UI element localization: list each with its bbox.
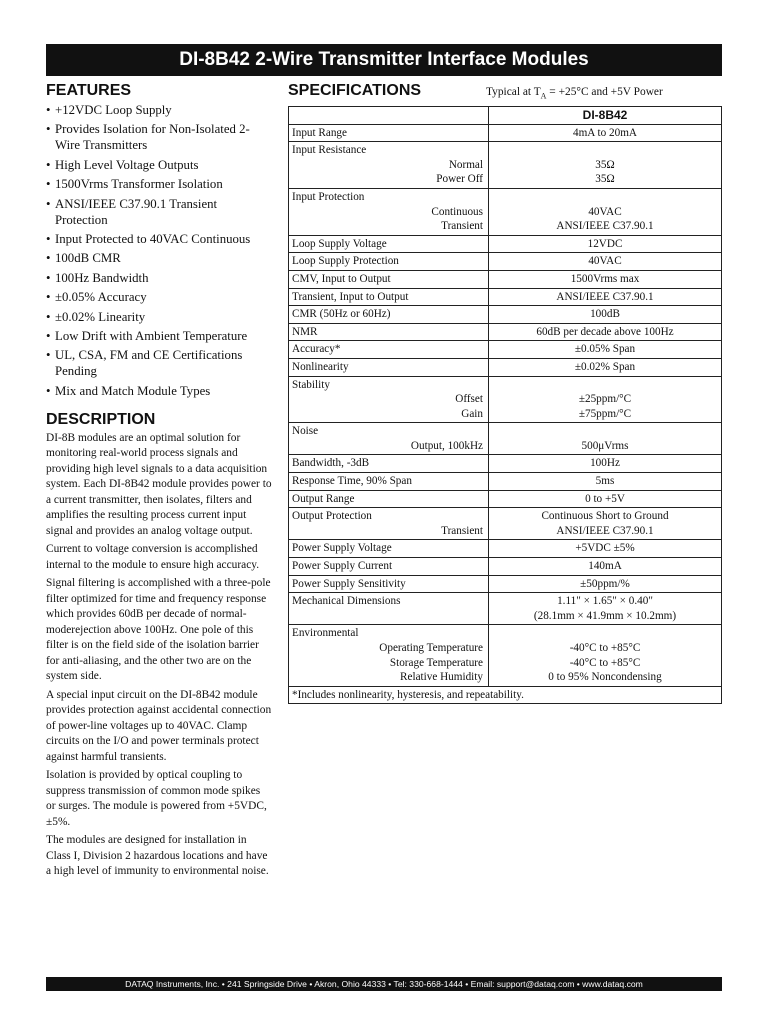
features-list [46, 102, 272, 399]
feature-item: • Input Protected to 40VAC Continuous [46, 231, 272, 247]
feature-item: • Low Drift with Ambient Temperature [46, 328, 272, 344]
param-cell: Nonlinearity [289, 358, 489, 376]
param-label: Input Protection [292, 190, 365, 203]
param-sublabel: Output, 100kHz [410, 439, 483, 452]
value-cell [489, 376, 722, 423]
param-cell: Input Range [289, 124, 489, 142]
specifications-heading: SPECIFICATIONS [288, 82, 422, 99]
value-line: ANSI/IEEE C37.90.1 [556, 220, 654, 233]
value-cell [489, 142, 722, 189]
table-row [289, 558, 722, 576]
param-cell [289, 142, 489, 189]
param-sublabel: Storage Temperature [389, 656, 483, 669]
description-paragraph: Signal filtering is accomplished with a three-pole filter optimized for time and frequency response which provides 60dB per decade of normal-moderejection above 100Hz. One pole of this filter is on the field side of the isolation barrier for anti-aliasing, and the other two are on the system side. [46, 577, 271, 683]
value-line: 0 to 95% Noncondensing [548, 671, 662, 684]
param-sublabel: Offset [455, 393, 483, 406]
feature-item: • ANSI/IEEE C37.90.1 Transient Protection [46, 196, 272, 228]
footer-bar: DATAQ Instruments, Inc. • 241 Springside Drive • Akron, Ohio 44333 • Tel: 330-668-1444 • Email: support@dataq.com • www.dataq.com [46, 977, 722, 991]
note-suffix: = +25°C and +5V Power [546, 86, 663, 98]
value-line: 40VAC [588, 205, 622, 218]
value-cell: ±50ppm/% [489, 575, 722, 593]
value-cell: ±0.02% Span [489, 358, 722, 376]
feature-item: • 1500Vrms Transformer Isolation [46, 176, 272, 192]
param-sublabel: Normal [448, 158, 483, 171]
feature-item: • Provides Isolation for Non-Isolated 2-Wire Transmitters [46, 121, 272, 153]
description-paragraph: Current to voltage conversion is accomplished internal to the module to ensure high accuracy. [46, 543, 260, 571]
param-label: Noise [292, 425, 319, 438]
value-line: 35Ω [595, 158, 615, 171]
param-cell: Power Supply Current [289, 558, 489, 576]
table-header-row [289, 107, 722, 125]
table-row [289, 575, 722, 593]
param-sublabel: Operating Temperature [379, 642, 483, 654]
table-row [289, 288, 722, 306]
feature-item: • High Level Voltage Outputs [46, 157, 272, 173]
specifications-header [288, 82, 724, 104]
param-sublabel: Transient [441, 524, 483, 537]
param-cell [289, 423, 489, 455]
param-sublabel: Gain [461, 407, 483, 420]
param-sublabel: Continuous [431, 205, 483, 218]
value-cell [489, 508, 722, 540]
value-line: -40°C to +85°C [569, 656, 641, 669]
value-cell: 40VAC [489, 253, 722, 271]
param-cell: NMR [289, 323, 489, 341]
column-header: DI-8B42 [489, 107, 722, 125]
param-cell: Transient, Input to Output [289, 288, 489, 306]
value-cell [489, 625, 722, 686]
param-cell: Loop Supply Protection [289, 253, 489, 271]
feature-item: • +12VDC Loop Supply [46, 102, 272, 118]
value-line: 1.11" × 1.65" × 0.40" [557, 595, 653, 608]
param-cell: Power Supply Sensitivity [289, 575, 489, 593]
param-label: Input Resistance [292, 144, 367, 157]
table-row [289, 540, 722, 558]
description-heading: DESCRIPTION [46, 410, 156, 428]
param-cell: Accuracy* [289, 341, 489, 359]
value-cell: ANSI/IEEE C37.90.1 [489, 288, 722, 306]
value-cell: 140mA [489, 558, 722, 576]
feature-item: • 100dB CMR [46, 250, 272, 266]
value-line: (28.1mm × 41.9mm × 10.2mm) [533, 609, 677, 622]
value-cell: ±0.05% Span [489, 341, 722, 359]
param-cell: Loop Supply Voltage [289, 235, 489, 253]
param-sublabel: Relative Humidity [400, 671, 483, 684]
table-row [289, 235, 722, 253]
value-cell: 0 to +5V [489, 490, 722, 508]
table-row [289, 323, 722, 341]
description-paragraph: DI-8B modules are an optimal solution for monitoring real-world process signals and providing high level signals to a data acquisition system. Each DI-8B42 module provides power to a current transmitter, then isolates, filters and amplifies the resulting process current input signal and provides an analog voltage output. [46, 431, 272, 537]
specifications-table [288, 106, 722, 704]
param-label: Output Protection [292, 510, 372, 523]
feature-item: • ±0.05% Accuracy [46, 289, 272, 305]
footnote-row [289, 686, 722, 704]
features-heading: FEATURES [46, 82, 132, 99]
description-paragraph: A special input circuit on the DI-8B42 module provides protection against accidental connection of power-line voltages up to 40VAC. Clamp circuits on the I/O and power terminals protect against harmful transients. [46, 688, 272, 763]
value-cell: 100Hz [489, 455, 722, 473]
feature-item: • 100Hz Bandwidth [46, 270, 272, 286]
param-sublabel: Power Off [436, 173, 483, 186]
table-row [289, 376, 722, 423]
feature-item: • Mix and Match Module Types [46, 383, 272, 399]
table-row [289, 490, 722, 508]
table-row [289, 341, 722, 359]
param-label: Stability [292, 378, 330, 391]
note-prefix: Typical at T [486, 86, 541, 98]
value-line: 35Ω [595, 173, 615, 186]
value-cell: 5ms [489, 473, 722, 491]
param-cell [289, 508, 489, 540]
value-cell [489, 593, 722, 625]
value-line: 500μVrms [581, 439, 629, 452]
feature-item: • UL, CSA, FM and CE Certifications Pending [46, 347, 272, 379]
param-cell: Response Time, 90% Span [289, 473, 489, 491]
table-row [289, 124, 722, 142]
param-cell: Output Range [289, 490, 489, 508]
table-row [289, 455, 722, 473]
description-paragraph: Isolation is provided by optical coupling to suppress transmission of common mode spikes or surges. The module is powered from +5VDC, ±5%. [46, 769, 267, 828]
header-blank-cell [289, 107, 489, 125]
param-cell: CMR (50Hz or 60Hz) [289, 306, 489, 324]
value-line: ANSI/IEEE C37.90.1 [556, 524, 654, 537]
param-cell: Power Supply Voltage [289, 540, 489, 558]
value-line: ±75ppm/°C [578, 407, 632, 420]
param-label: Environmental [292, 627, 359, 640]
value-line: -40°C to +85°C [569, 642, 641, 654]
value-line: Continuous Short to Ground [541, 510, 669, 523]
value-line: ±25ppm/°C [578, 393, 632, 406]
value-cell: 60dB per decade above 100Hz [489, 323, 722, 341]
param-cell [289, 625, 489, 686]
note-subscript: A [540, 91, 547, 101]
param-cell: Mechanical Dimensions [289, 593, 489, 625]
table-row [289, 423, 722, 455]
table-row [289, 508, 722, 540]
table-row [289, 625, 722, 686]
specifications-note [486, 86, 663, 100]
table-row [289, 358, 722, 376]
param-cell [289, 188, 489, 235]
table-row [289, 306, 722, 324]
feature-item: • ±0.02% Linearity [46, 309, 272, 325]
value-cell: 12VDC [489, 235, 722, 253]
param-cell: CMV, Input to Output [289, 270, 489, 288]
value-cell [489, 423, 722, 455]
left-column [46, 82, 272, 883]
table-row [289, 142, 722, 189]
table-row [289, 270, 722, 288]
value-cell [489, 188, 722, 235]
param-cell [289, 376, 489, 423]
param-cell: Bandwidth, -3dB [289, 455, 489, 473]
value-cell: +5VDC ±5% [489, 540, 722, 558]
param-sublabel: Transient [441, 220, 483, 233]
description-paragraph: The modules are designed for installation in Class I, Division 2 hazardous locations and have a high level of immunity to environmental noise. [46, 834, 269, 878]
table-row [289, 473, 722, 491]
table-row [289, 593, 722, 625]
table-row [289, 253, 722, 271]
value-cell: 100dB [489, 306, 722, 324]
table-footnote: *Includes nonlinearity, hysteresis, and repeatability. [289, 686, 722, 704]
value-cell: 4mA to 20mA [489, 124, 722, 142]
value-cell: 1500Vrms max [489, 270, 722, 288]
page-title: DI-8B42 2-Wire Transmitter Interface Modules [46, 44, 722, 76]
table-row [289, 188, 722, 235]
